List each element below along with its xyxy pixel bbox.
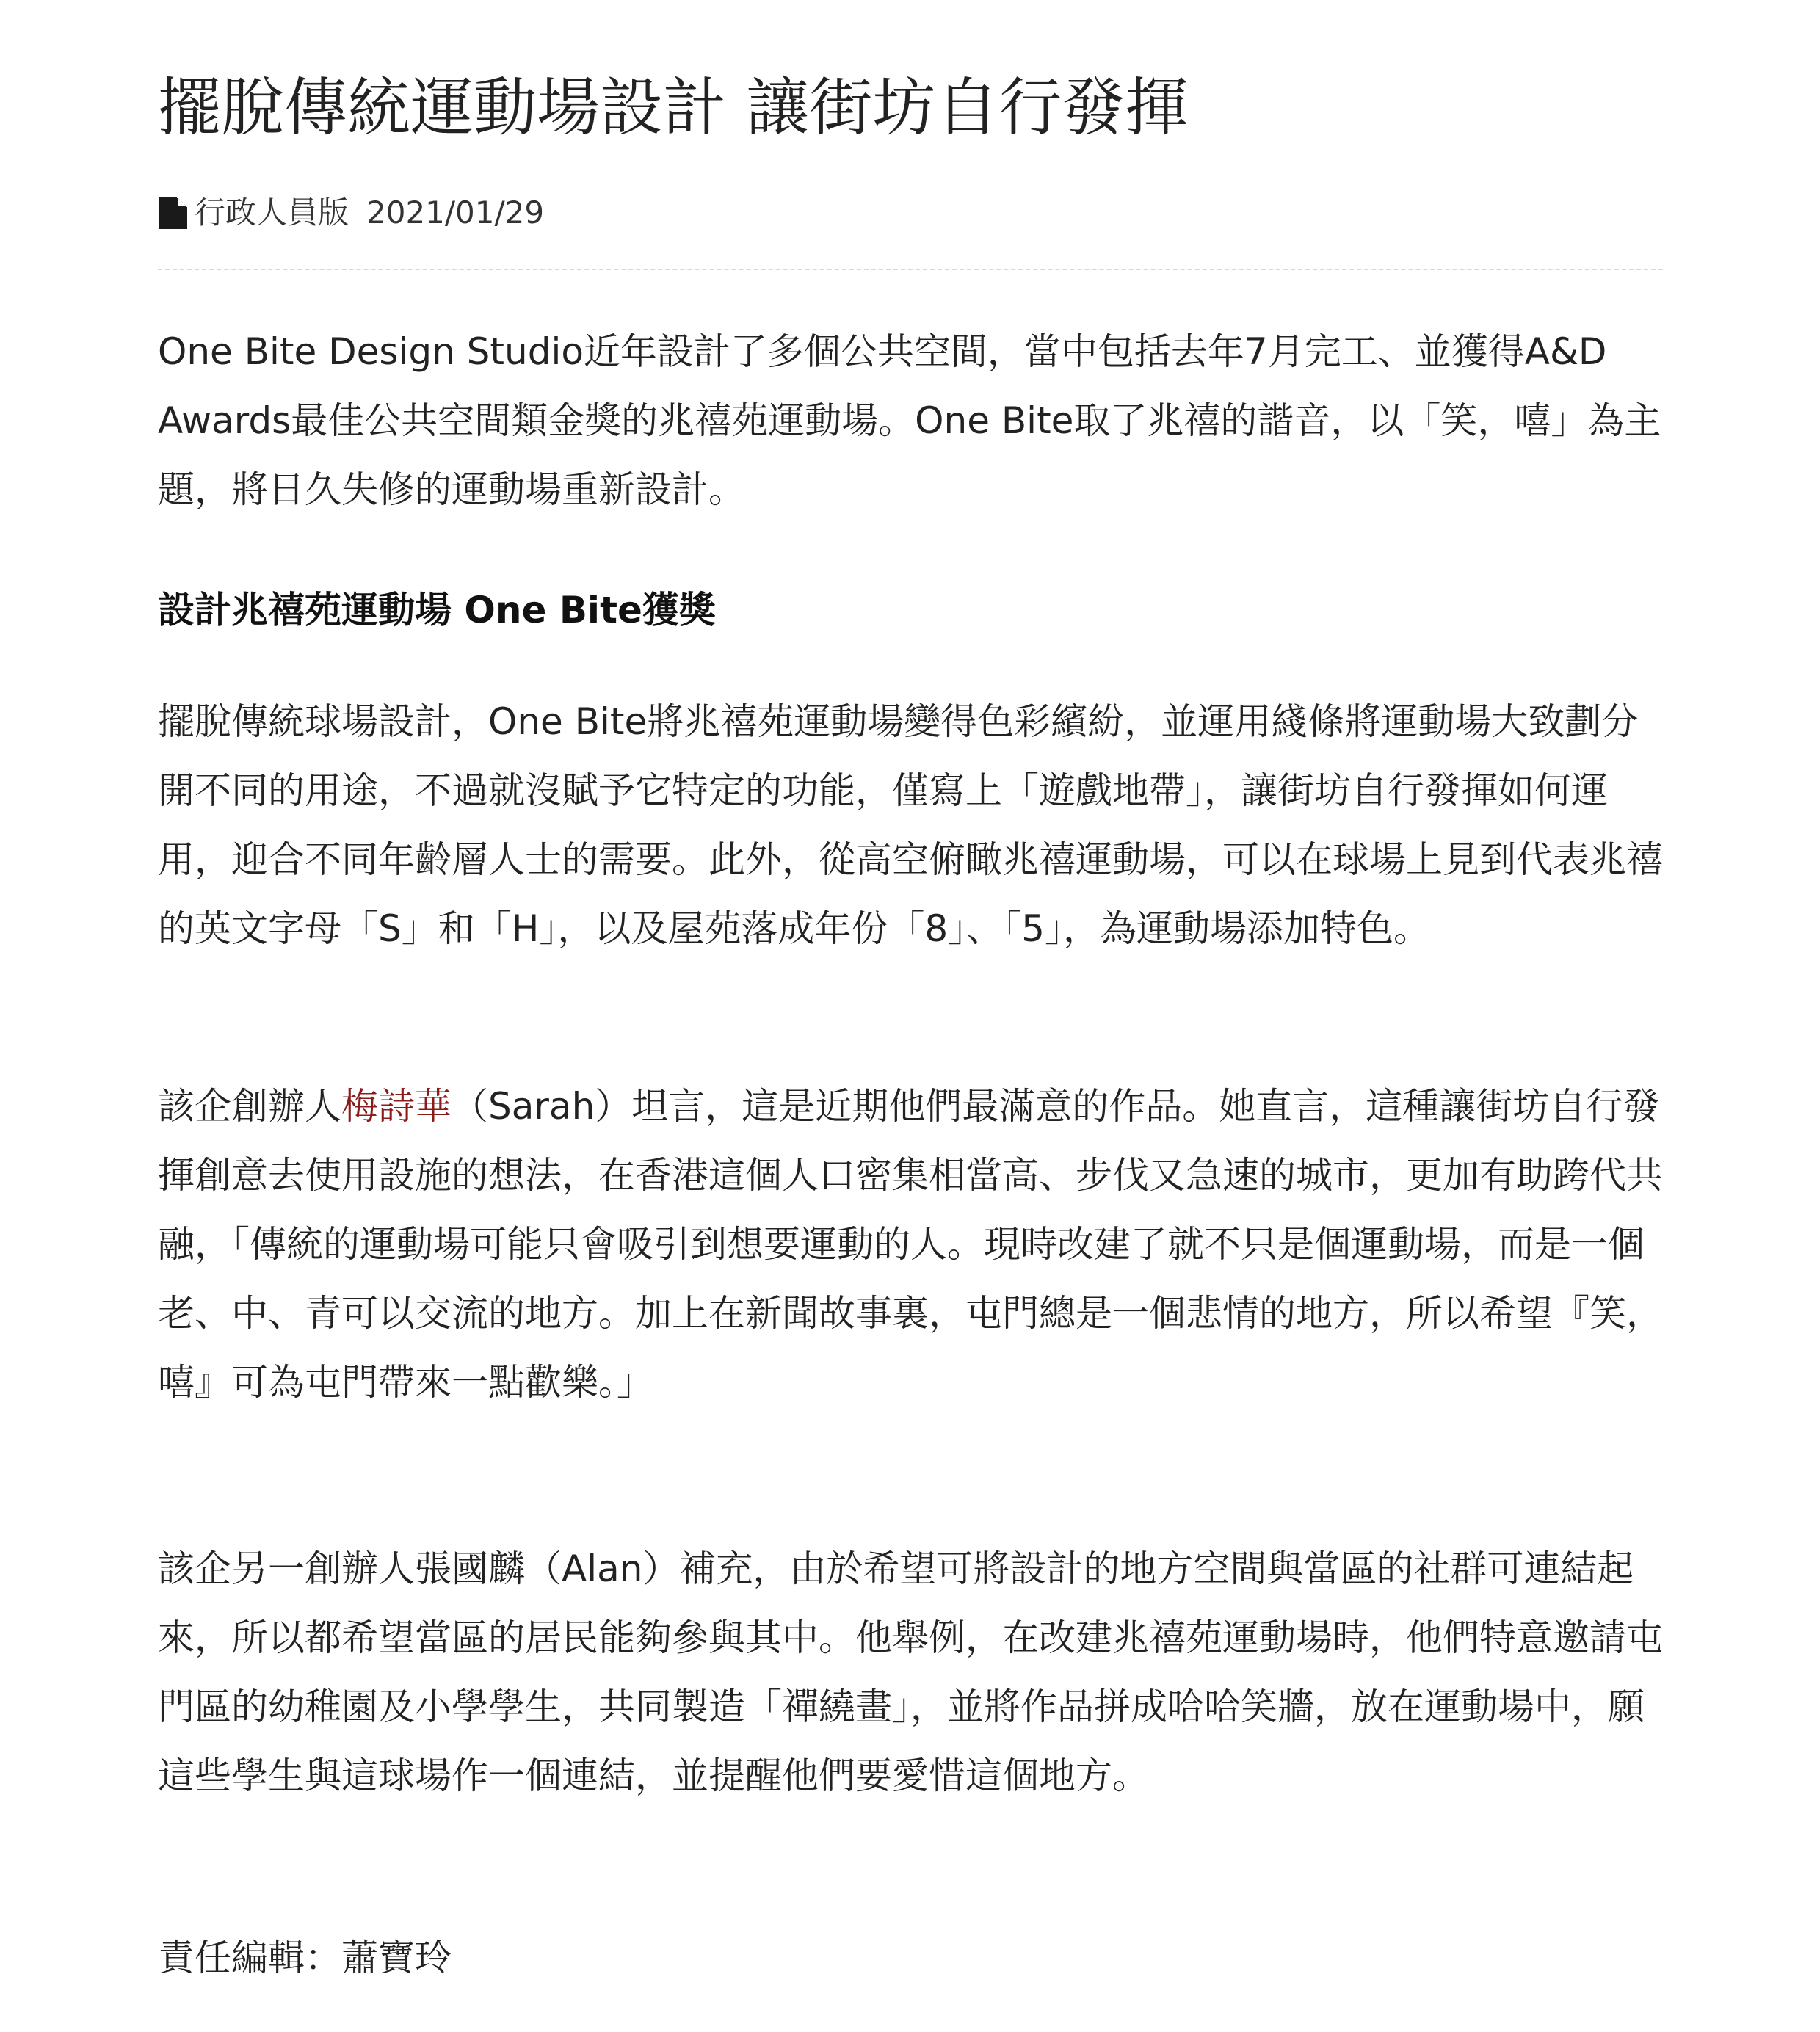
divider	[158, 269, 1663, 270]
editor-credit: 責任編輯：蕭寶玲	[158, 1937, 452, 1979]
intro-paragraph: One Bite Design Studio近年設計了多個公共空間，當中包括去年7月完工、並獲得A&D Awards最佳公共空間類金獎的兆禧苑運動場。One Bite取了兆禧的諧音，以「笑，嘻」為主題，將日久失修的運動場重新設計。	[158, 330, 1661, 511]
article-title: 擺脫傳統運動場設計 讓街坊自行發揮	[158, 71, 1189, 145]
section-subheading: 設計兆禧苑運動場 One Bite獲獎	[158, 589, 716, 631]
article-meta	[159, 192, 544, 233]
section-label[interactable]: 行政人員版	[195, 195, 349, 231]
publish-date: 2021/01/29	[366, 195, 545, 231]
document-icon	[159, 197, 187, 229]
founder-name-link[interactable]: 梅詩華	[341, 1085, 452, 1128]
paragraph-3	[158, 1072, 1663, 1417]
paragraph-2: 擺脫傳統球場設計，One Bite將兆禧苑運動場變得色彩繽紛，並運用綫條將運動場大致劃分開不同的用途，不過就沒賦予它特定的功能，僅寫上「遊戲地帶」，讓街坊自行發揮如何運用，迎合不同年齡層人士的需要。此外，從高空俯瞰兆禧運動場，可以在球場上見到代表兆禧的英文字母「S」和「H」，以及屋苑落成年份「8」、「5」，為運動場添加特色。	[158, 700, 1663, 950]
paragraph-3-lead: 該企創辦人	[158, 1085, 341, 1128]
paragraph-3-rest: （Sarah）坦言，這是近期他們最滿意的作品。她直言，這種讓街坊自行發揮創意去使用設施的想法，在香港這個人口密集相當高、步伐又急速的城市，更加有助跨代共融，「傳統的運動場可能只會吸引到想要運動的人。現時改建了就不只是個運動場，而是一個老、中、青可以交流的地方。加上在新聞故事裏，屯門總是一個悲情的地方，所以希望『笑，嘻』可為屯門帶來一點歡樂。」	[158, 1085, 1663, 1404]
paragraph-4: 該企另一創辦人張國麟（Alan）補充，由於希望可將設計的地方空間與當區的社群可連結起來，所以都希望當區的居民能夠參與其中。他舉例，在改建兆禧苑運動場時，他們特意邀請屯門區的幼稚園及小學學生，共同製造「禪繞畫」，並將作品拼成哈哈笑牆，放在運動場中，願這些學生與這球場作一個連結，並提醒他們要愛惜這個地方。	[158, 1547, 1663, 1797]
